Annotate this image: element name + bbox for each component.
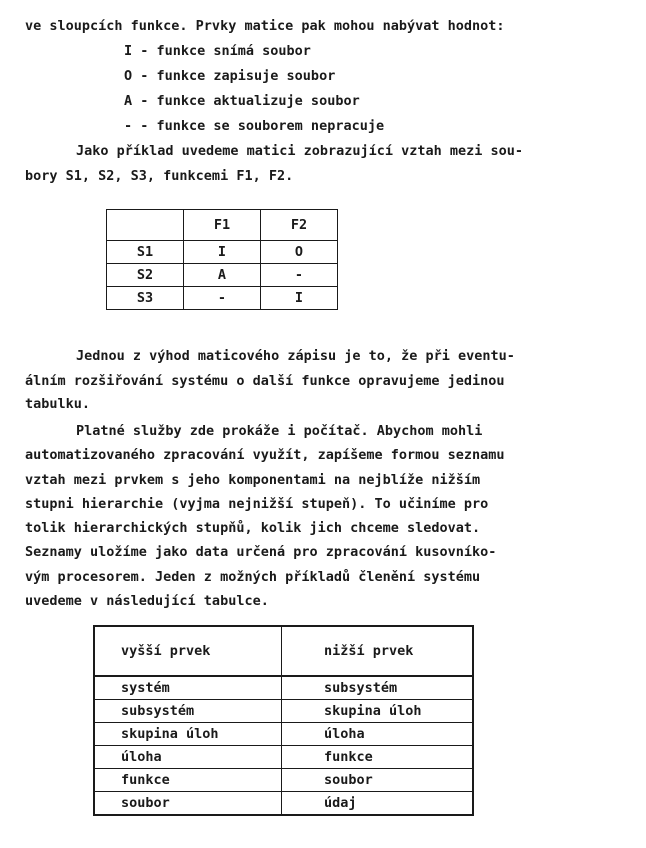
table-cell: I [184,241,261,264]
table-header-row [94,626,473,676]
table-cell: skupina úloh [94,723,282,746]
table-cell: údaj [282,792,474,816]
table-cell: S1 [107,241,184,264]
text-line: Seznamy uložíme jako data určená pro zpracování kusovníko- [25,544,497,560]
table-cell: - [184,287,261,310]
list-item: I - funkce snímá soubor [124,43,311,59]
table-cell: subsystém [282,676,474,700]
text-line: vztah mezi prvkem s jeho komponentami na nejblíže nižším [25,472,481,488]
table-cell: funkce [282,746,474,769]
table-cell: funkce [94,769,282,792]
table-cell: O [261,241,338,264]
table-cell: soubor [94,792,282,816]
table-row [107,287,338,310]
text-line: bory S1, S2, S3, funkcemi F1, F2. [25,168,294,184]
table-cell: systém [94,676,282,700]
table-row [94,746,473,769]
text-line: álním rozšiřování systému o další funkce opravujeme jedinou [25,373,505,389]
text-line: ve sloupcích funkce. Prvky matice pak mohou nabývat hodnot: [25,18,505,34]
table-row [94,792,473,816]
table-row [94,723,473,746]
hierarchy-table [93,625,474,816]
table-row [107,241,338,264]
table-cell: úloha [282,723,474,746]
list-item: A - funkce aktualizuje soubor [124,93,360,109]
matrix-table [106,209,338,310]
table-cell: subsystém [94,700,282,723]
table-header-cell [107,210,184,241]
table-cell: skupina úloh [282,700,474,723]
table-row [94,700,473,723]
table-header-cell: F2 [261,210,338,241]
text-line: vým procesorem. Jeden z možných příkladů členění systému [25,569,481,585]
table-header-cell: F1 [184,210,261,241]
table-cell: A [184,264,261,287]
table-header-cell: nižší prvek [282,626,474,676]
table-cell: I [261,287,338,310]
table-cell: soubor [282,769,474,792]
table-header-cell: vyšší prvek [94,626,282,676]
text-line: Platné služby zde prokáže i počítač. Abychom mohli [76,423,483,439]
text-line: tabulku. [25,396,91,412]
text-line: automatizovaného zpracování využít, zapíšeme formou seznamu [25,447,505,463]
text-line: stupni hierarchie (vyjma nejnižší stupeň). To učiníme pro [25,496,489,512]
text-line: tolik hierarchických stupňů, kolik jich chceme sledovat. [25,520,481,536]
table-row [94,769,473,792]
text-line: Jako příklad uvedeme matici zobrazující vztah mezi sou- [76,143,524,159]
table-header-row [107,210,338,241]
table-cell: - [261,264,338,287]
table-cell: úloha [94,746,282,769]
list-item: - - funkce se souborem nepracuje [124,118,385,134]
table-row [94,676,473,700]
list-item: O - funkce zapisuje soubor [124,68,336,84]
text-line: Jednou z výhod maticového zápisu je to, že při eventu- [76,348,515,364]
table-row [107,264,338,287]
text-line: uvedeme v následující tabulce. [25,593,269,609]
table-cell: S3 [107,287,184,310]
table-cell: S2 [107,264,184,287]
